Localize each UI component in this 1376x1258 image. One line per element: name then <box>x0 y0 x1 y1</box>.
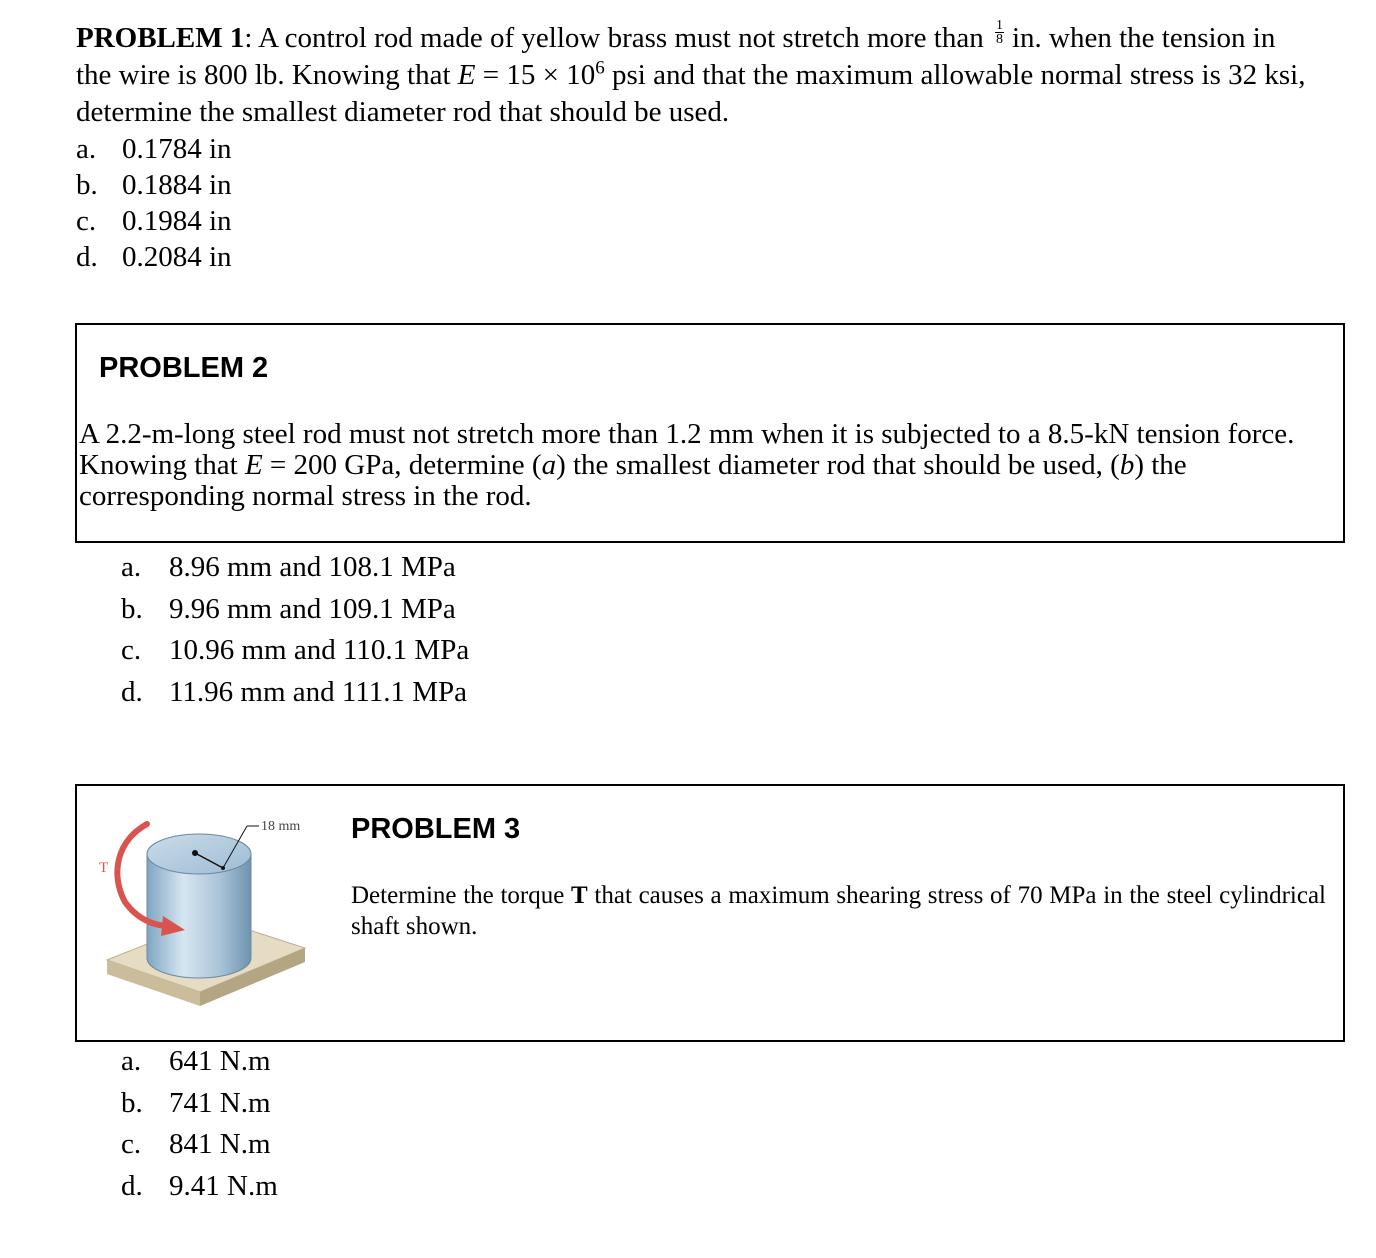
option-b[interactable]: b. 9.96 mm and 109.1 MPa <box>121 592 456 625</box>
torque-label: T <box>99 860 109 876</box>
problem-1-label: PROBLEM 1 <box>76 22 245 54</box>
option-a[interactable]: a. 0.1784 in <box>76 133 232 165</box>
option-d[interactable]: d. 11.96 mm and 111.1 MPa <box>121 675 468 708</box>
fraction-one-eighth: $\frac{1}{8}$ <box>995 17 1003 47</box>
shaft-top <box>147 834 251 874</box>
option-c[interactable]: c. 841 N.m <box>121 1128 271 1160</box>
problem-2-title: PROBLEM 2 <box>99 352 269 384</box>
dimension-label: 18 mm <box>261 819 301 834</box>
problem-1 <box>76 17 1306 275</box>
option-a[interactable]: a. 8.96 mm and 108.1 MPa <box>121 551 456 583</box>
exponent: 6 <box>595 57 605 79</box>
problem-1-statement: PROBLEM 1: A control rod made of yellow brass must not stretch more than $\frac{1}{8}$ in. when the tension in the wire is 800 lb. Knowing that $E = 15 \times 10^6$ psi and that the maximum allowable normal stress is 32 ksi, determine the smallest diameter rod that should be used. <box>76 17 1306 128</box>
option-d[interactable]: d. 9.41 N.m <box>121 1169 278 1202</box>
problem-2-box <box>75 323 1345 543</box>
problem-3-statement: Determine the torque T that causes a maximum shearing stress of 70 MPa in the steel cylindrical shaft shown. <box>351 882 1326 940</box>
problem-3-title: PROBLEM 3 <box>351 813 521 845</box>
option-d[interactable]: d. 0.2084 in <box>76 241 232 273</box>
option-b[interactable]: b. 741 N.m <box>121 1086 271 1119</box>
problem-1-options <box>76 131 1306 275</box>
option-c[interactable]: c. 10.96 mm and 110.1 MPa <box>121 634 470 666</box>
option-b[interactable]: b. 0.1884 in <box>76 169 232 201</box>
shaft-figure <box>97 810 327 1016</box>
problem-3-options <box>121 1041 278 1207</box>
option-c[interactable]: c. 0.1984 in <box>76 205 232 237</box>
option-a[interactable]: a. 641 N.m <box>121 1045 271 1077</box>
problem-3-box <box>75 784 1345 1042</box>
problem-2-options <box>121 547 469 713</box>
problem-2-statement: A 2.2-m-long steel rod must not stretch more than 1.2 mm when it is subjected to a 8.5-kN tension force. Knowing that E = 200 GPa, determine (a) the smallest diameter rod that should be used, (b) the corresponding normal stress in the rod. <box>79 418 1295 512</box>
